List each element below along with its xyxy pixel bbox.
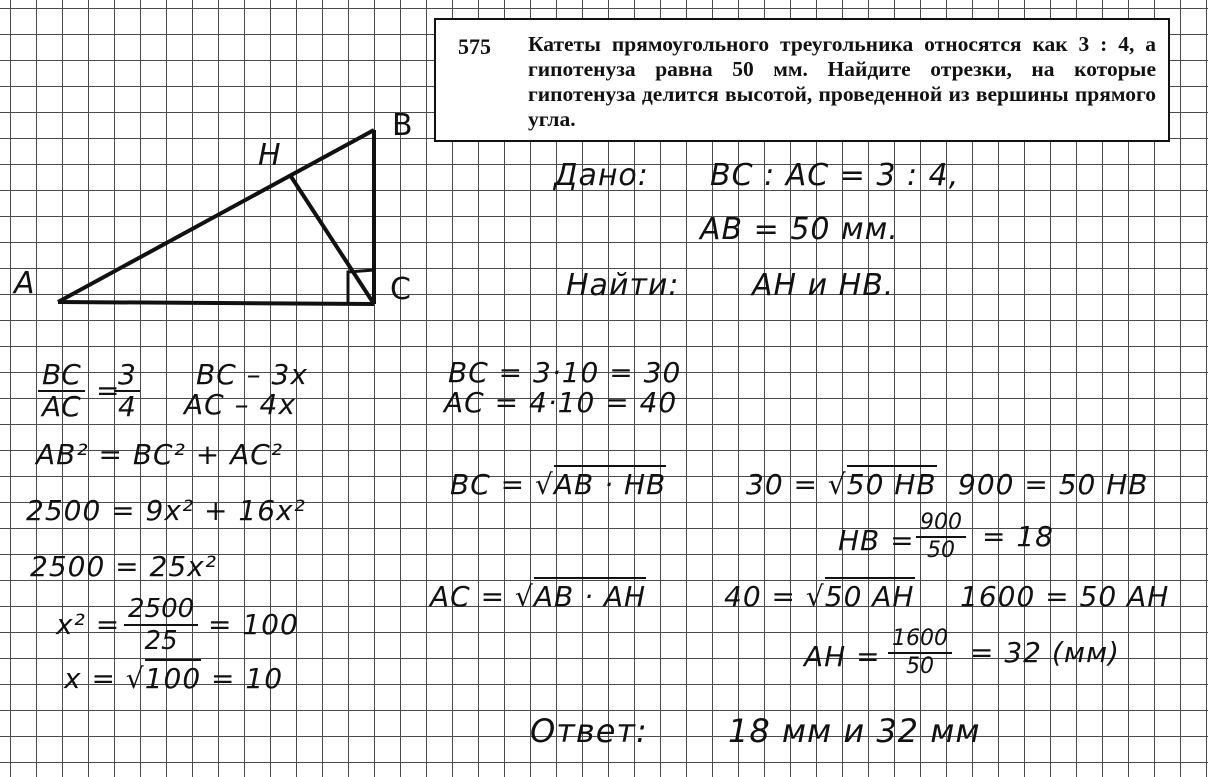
hb-numerator: 900 (916, 510, 966, 538)
ah-denominator: 50 (906, 654, 934, 679)
ah-fraction (888, 626, 952, 680)
given-label: Дано: (554, 158, 649, 193)
x-lhs: x = (64, 662, 116, 695)
ac-sub-lhs: 40 = (724, 580, 796, 613)
ac-formula (430, 580, 646, 613)
sqrt-icon: √ (827, 468, 847, 501)
fraction-ac: AC (42, 390, 81, 423)
sqrt-icon: √ (805, 580, 825, 613)
ah-lhs: AH = (804, 640, 881, 673)
ac-formula-lhs: AC = (430, 580, 506, 613)
fraction-4: 4 (118, 390, 136, 423)
ac-substitution (724, 580, 915, 613)
ratio-fraction-3-4 (114, 360, 140, 422)
side-ab (58, 130, 374, 302)
bc-sub-lhs: 30 = (746, 468, 818, 501)
sqrt-icon: √ (125, 662, 145, 695)
vertex-b-label: B (392, 108, 413, 143)
side-ac (58, 302, 374, 304)
hb-fraction (916, 510, 966, 564)
bc-formula (450, 468, 666, 501)
ac-squared: 1600 = 50 AH (960, 580, 1170, 613)
bc-formula-radicand: AB · HB (554, 465, 666, 501)
bc-sub-radicand: 50 HB (847, 465, 937, 501)
bc-3x: BC – 3x (196, 358, 308, 391)
ac-formula-radicand: AB · AH (534, 577, 646, 613)
x-squared-lhs: x² = (56, 608, 121, 641)
vertex-a-label: A (14, 266, 35, 301)
fraction-bc: BC (38, 360, 85, 392)
ah-rhs: = 32 (мм) (970, 636, 1120, 669)
find-label: Найти: (566, 268, 680, 303)
bc-squared: 900 = 50 HB (958, 468, 1149, 501)
sqrt-icon: √ (535, 468, 554, 501)
fraction-3: 3 (114, 360, 140, 392)
x-squared-fraction (124, 594, 198, 656)
hb-rhs: = 18 (982, 520, 1054, 553)
hb-denominator: 50 (927, 538, 955, 563)
find-text: AH и HB. (752, 268, 895, 303)
problem-number: 575 (458, 34, 491, 59)
ac-4x: AC – 4x (184, 388, 296, 421)
pythagoras-equation: AB² = BC² + AC² (36, 438, 284, 471)
altitude-ch (290, 175, 374, 304)
bc-formula-lhs: BC = (450, 468, 526, 501)
answer-text: 18 мм и 32 мм (728, 712, 981, 750)
x-squared-denominator: 25 (144, 626, 178, 656)
bc-substitution (746, 468, 937, 501)
bc-value: BC = 3·10 = 30 (448, 356, 682, 389)
given-ratio: BC : AC = 3 : 4, (710, 158, 960, 193)
x-radicand: 100 (145, 659, 201, 695)
x-root-line (64, 662, 283, 695)
vertex-c-label: C (390, 272, 411, 307)
ah-numerator: 1600 (888, 626, 952, 654)
given-hypotenuse: AB = 50 мм. (700, 212, 899, 247)
equation-2500-9x: 2500 = 9x² + 16x² (26, 494, 306, 527)
x-rhs: = 10 (211, 662, 284, 695)
x-squared-rhs: = 100 (208, 608, 299, 641)
hb-lhs: HB = (838, 524, 915, 557)
vertex-h-label: H (258, 138, 281, 173)
ac-value: AC = 4·10 = 40 (444, 386, 678, 419)
ratio-equals: = (96, 374, 121, 407)
equation-2500-25x: 2500 = 25x² (30, 550, 217, 583)
sqrt-icon: √ (514, 580, 534, 613)
problem-text: Катеты прямоугольного треугольника относятся как 3 : 4, а гипотенуза равна 50 мм. Найдите отрезки, на которые гипотенуза делится высотой, проведенной из вершины прямого угла. (528, 32, 1156, 131)
ratio-fraction-bc-ac (38, 360, 85, 422)
ac-sub-radicand: 50 AH (825, 577, 915, 613)
x-squared-numerator: 2500 (124, 594, 198, 626)
answer-label: Ответ: (530, 712, 648, 750)
